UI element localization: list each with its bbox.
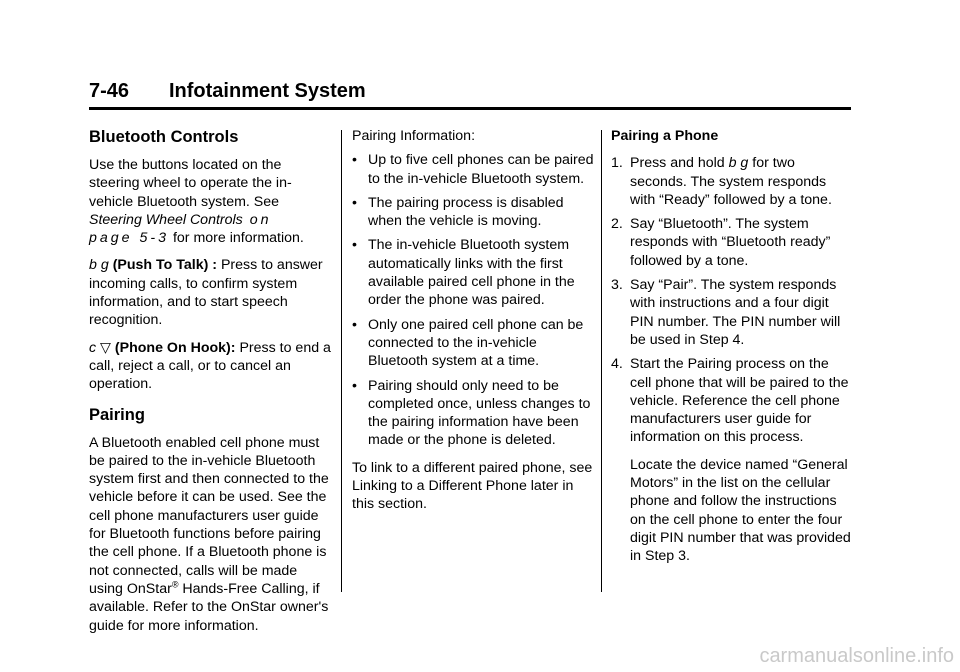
push-to-talk-icon: b g <box>89 257 109 274</box>
section-title: Infotainment System <box>169 80 366 102</box>
bullet-icon: • <box>352 377 357 394</box>
column-divider-2 <box>601 130 602 592</box>
pairing-info-intro: Pairing Information: <box>352 128 476 144</box>
push-to-talk-icon: b g <box>728 155 749 172</box>
page-header <box>89 80 851 110</box>
list-item-text: Pairing should only need to be completed once, unless changes to the pairing information have been made or the phone is deleted. <box>368 377 591 449</box>
step-text: Say “Bluetooth”. The system responds with “Bluetooth ready” followed by a tone. <box>630 216 831 269</box>
phone-on-hook-term: (Phone On Hook): <box>114 339 236 356</box>
column-divider-1 <box>341 130 342 592</box>
push-to-talk-text: Press to answer incoming calls, to confirm system information, and to start speech recognition. <box>89 257 323 329</box>
list-item <box>352 236 594 309</box>
intro-text: Use the buttons located on the steering wheel to operate the in-vehicle Bluetooth system. See <box>89 157 292 210</box>
page-number: 7-46 <box>89 80 130 102</box>
phone-on-hook-paragraph <box>89 339 334 394</box>
phone-on-hook-text: Press to end a call, reject a call, or to cancel an operation. <box>89 339 331 393</box>
step-subtext: Locate the device named “General Motors” in the list on the cellular phone and follow the instructions on the cell phone to enter the four digit PIN number that was provided in Step 3. <box>630 456 851 565</box>
steering-wheel-link[interactable]: Steering Wheel Controls <box>89 211 243 228</box>
step-number: 1. <box>611 155 623 172</box>
pairing-paragraph <box>89 434 334 635</box>
watermark: carmanualsonline.info <box>759 645 954 667</box>
pairing-text-2: Hands-Free Calling, if available. Refer to the OnStar owner's guide for more information. <box>89 580 329 634</box>
list-item <box>352 316 594 371</box>
step-text: Start the Pairing process on the cell phone that will be paired to the vehicle. Reference the cell phone manufacturers user guide for information on this process. <box>630 356 849 446</box>
step-text: Say “Pair”. The system responds with instructions and a four digit PIN number. The PIN number will be used in Step 4. <box>630 277 841 348</box>
pairing-a-phone-heading: Pairing a Phone <box>611 128 719 144</box>
column-right <box>611 127 853 566</box>
step-item <box>611 355 853 565</box>
registered-mark: ® <box>171 579 179 590</box>
step-text: for two seconds. The system responds with “Ready” followed by a tone. <box>630 155 832 208</box>
page-reference-link[interactable]: page 5-3 <box>89 230 170 247</box>
step-number: 3. <box>611 277 623 294</box>
list-item-text: Up to five cell phones can be paired to the in-vehicle Bluetooth system. <box>368 152 594 187</box>
list-item <box>352 377 594 450</box>
push-to-talk-term: (Push To Talk) : <box>112 257 217 274</box>
list-item <box>352 194 594 231</box>
bullet-icon: • <box>352 194 357 211</box>
intro-end: for more information. <box>169 230 304 247</box>
link-on: on <box>242 211 272 228</box>
intro-paragraph <box>89 156 334 247</box>
bullet-icon: • <box>352 237 357 254</box>
list-item <box>352 151 594 188</box>
list-item-text: The in-vehicle Bluetooth system automatically links with the first available paired cell phone in the order the phone was paired. <box>368 237 575 309</box>
phone-on-hook-icon: c ▽ <box>89 339 111 356</box>
step-item <box>611 154 853 209</box>
step-number: 4. <box>611 356 623 373</box>
bluetooth-controls-heading: Bluetooth Controls <box>89 128 239 146</box>
step-item <box>611 276 853 349</box>
pairing-heading: Pairing <box>89 405 145 424</box>
step-item <box>611 215 853 270</box>
column-left <box>89 127 334 635</box>
step-number: 2. <box>611 216 623 233</box>
column-middle <box>352 127 594 514</box>
list-item-text: Only one paired cell phone can be connected to the in-vehicle Bluetooth system at a time. <box>368 316 584 370</box>
bullet-icon: • <box>352 152 357 169</box>
bullet-icon: • <box>352 316 357 333</box>
list-item-text: The pairing process is disabled when the vehicle is moving. <box>368 194 564 230</box>
push-to-talk-paragraph <box>89 256 334 329</box>
linking-paragraph: To link to a different paired phone, see Linking to a Different Phone later in this section. <box>352 459 593 513</box>
step-text: Press and hold <box>630 155 729 172</box>
pairing-text-1: A Bluetooth enabled cell phone must be paired to the in-vehicle Bluetooth system first and then connected to the vehicle before it can be used. See the cell phone manufacturers user guide for Bluetooth functions before pairing the cell phone. If a Bluetooth phone is not connected, calls will be made using OnStar <box>89 434 329 597</box>
pairing-info-list <box>352 151 594 449</box>
